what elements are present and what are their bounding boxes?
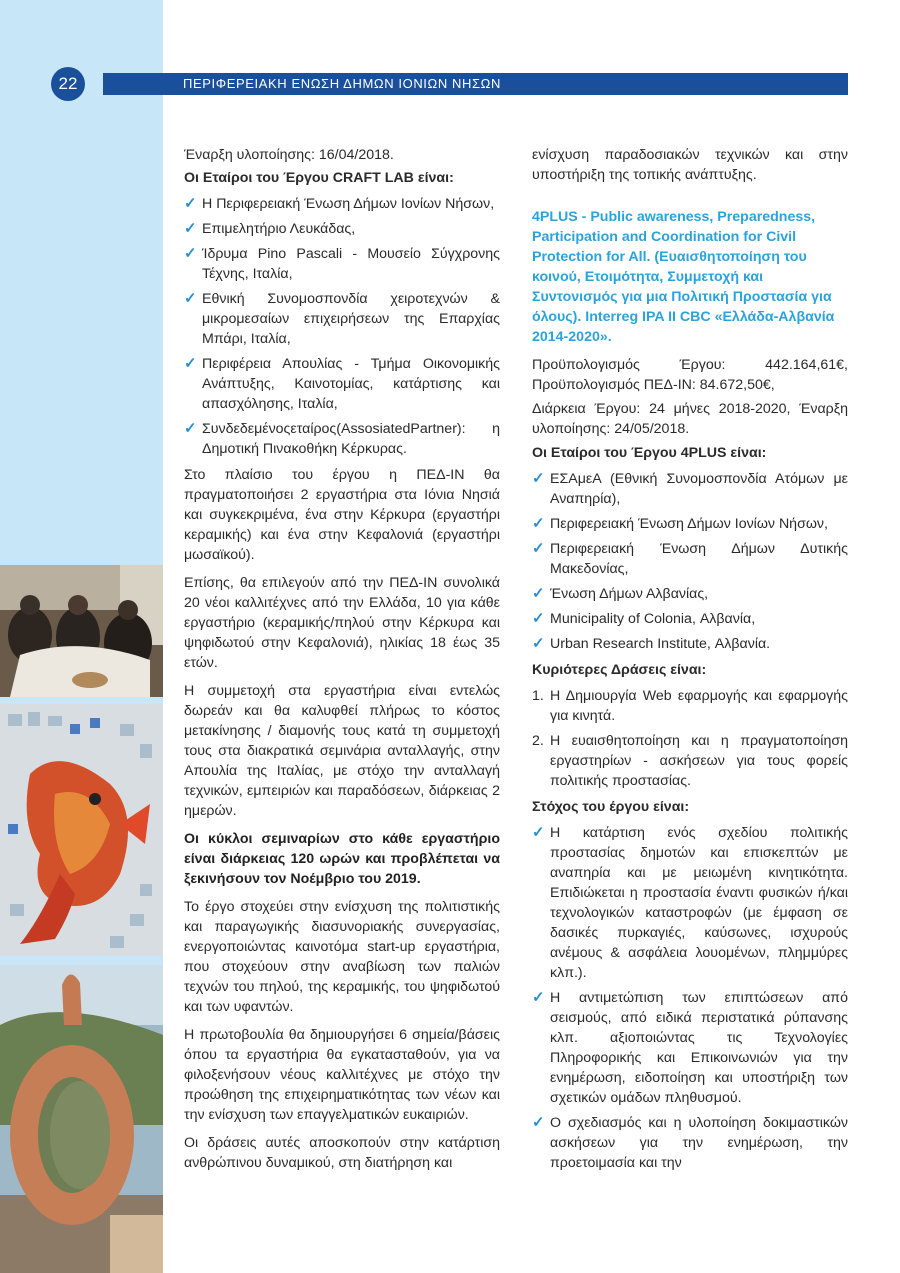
- list-item: 2. Η ευαισθητοποίηση και η πραγματοποίηση εργαστηρίων - ασκήσεων για τους φορείς πολιτικής προστασίας.: [532, 733, 848, 789]
- check-icon: ✓: [532, 515, 545, 532]
- list-item: ✓ Περιφέρεια Απουλίας - Τμήμα Οικονομικής Ανάπτυξης, Καινοτομίας, κατάρτισης και απασχόλησης, Ιταλία,: [184, 355, 500, 412]
- duration: Διάρκεια Έργου: 24 μήνες 2018-2020, Έναρξη υλοποίησης: 24/05/2018.: [532, 401, 848, 437]
- list-item: 1. Η Δημιουργία Web εφαρμογής και εφαρμογής για κινητά.: [532, 688, 848, 724]
- check-icon: ✓: [184, 245, 197, 262]
- actions-heading: Κυριότερες Δράσεις είναι:: [532, 662, 707, 678]
- list-item: ✓ Η αντιμετώπιση των επιπτώσεων από σεισμούς, από ειδικά περιστατικά ρύπανσης κλπ. αξιοποιώντας τις Τεχνολογίες Πληροφορικής και Επικοινωνιών για την ενημέρωση, ειδοποίηση και υποστήριξη των σχετικών ομάδων πληθυσμού.: [532, 989, 848, 1106]
- list-item: ✓ Municipality of Colonia, Αλβανία,: [532, 610, 756, 627]
- photo-mosaic-fish: [0, 704, 163, 956]
- paragraph: Η συμμετοχή στα εργαστήρια είναι εντελώς δωρεάν και θα καλυφθεί πλήρως το κόστος μετακίνησης / διαμονής τους κατά τη συμμετοχή τους στα διακρατικά σεμινάρια ανταλλαγής, στην Απουλία της Ιταλίας, με στόχο την ανταλλαγή τεχνικών, εμπειριών και παραδόσεων, διάρκειας 2 ημερών.: [184, 683, 500, 819]
- list-item: ✓ Ίδρυμα Pino Pascali - Μουσείο Σύγχρονης Τέχνης, Ιταλία,: [184, 245, 500, 282]
- list-item: ✓ Συνδεδεμένοςεταίρος(AssosiatedPartner): η Δημοτική Πινακοθήκη Κέρκυρας.: [184, 420, 500, 457]
- list-item: ✓ Εθνική Συνομοσπονδία χειροτεχνών & μικρομεσαίων επιχειρήσεων της Επαρχίας Μπάρι, Ιταλία,: [184, 290, 500, 347]
- craftlab-partners-list: [184, 194, 500, 459]
- paragraph: Το έργο στοχεύει στην ενίσχυση της πολιτιστικής και παραγωγικής διασυνοριακής συνεργασίας, ενεργοποιώντας καινοτόμα start-up εργαστήρια, που στοχεύουν στην αναβίωση των παλιών τεχνών του πηλού, της κεραμικής, του ψηφιδωτού και των υφαντών.: [184, 899, 500, 1015]
- list-item: ✓ Η Περιφερειακή Ένωση Δήμων Ιονίων Νήσων,: [184, 195, 495, 212]
- check-icon: ✓: [532, 1114, 545, 1131]
- photo-ceramic-ring: [0, 965, 163, 1273]
- list-item: ✓ ΕΣΑμεΑ (Εθνική Συνομοσπονδία Ατόμων με Αναπηρία),: [532, 470, 848, 507]
- list-item: ✓ Περιφερειακή Ένωση Δήμων Δυτικής Μακεδονίας,: [532, 540, 848, 577]
- paragraph: Η πρωτοβουλία θα δημιουργήσει 6 σημεία/βάσεις όπου τα εργαστήρια θα εγκατασταθούν, για να φιλοξενήσουν νέους καλλιτέχνες με στόχο την προώθηση της επιχειρηματικότητας των νέων και την ενίσχυση των επαγγελματικών ευκαιριών.: [184, 1027, 500, 1123]
- page-number: 22: [51, 67, 85, 101]
- list-item: ✓ Περιφερειακή Ένωση Δήμων Ιονίων Νήσων,: [532, 515, 828, 532]
- photo-women-weaving: [0, 565, 163, 697]
- list-item: ✓ Ο σχεδιασμός και η υλοποίηση δοκιμαστικών ασκήσεων για την ενημέρωση, την προετοιμασία και την: [532, 1114, 848, 1171]
- budget: Προϋπολογισμός Έργου: 442.164,61€, Προϋπολογισμός ΠΕΔ-ΙΝ: 84.672,50€,: [532, 357, 848, 393]
- list-item: ✓ Ένωση Δήμων Αλβανίας,: [532, 585, 709, 602]
- list-item: ✓ Επιμελητήριο Λευκάδας,: [184, 220, 356, 237]
- craftlab-partners-heading: Οι Εταίροι του Έργου CRAFT LAB είναι:: [184, 170, 454, 186]
- 4plus-partners-list: [532, 469, 848, 654]
- paragraph: Στο πλαίσιο του έργου η ΠΕΔ-ΙΝ θα πραγματοποιήσει 2 εργαστήρια στα Ιόνια Νησιά και συγκεκριμένα, ένα στην Κέρκυρα (εργαστήρι κεραμικής) και ένα στην Κεφαλονιά (εργαστήρι μωσαϊκού).: [184, 467, 500, 563]
- check-icon: ✓: [184, 195, 197, 212]
- start-date: Έναρξη υλοποίησης: 16/04/2018.: [184, 147, 394, 163]
- check-icon: ✓: [532, 585, 545, 602]
- check-icon: ✓: [532, 470, 545, 487]
- goals-list: [532, 823, 848, 1173]
- check-icon: ✓: [184, 355, 197, 372]
- check-icon: ✓: [532, 610, 545, 627]
- bold-paragraph: Οι κύκλοι σεμιναρίων στο κάθε εργαστήριο είναι διάρκειας 120 ωρών και προβλέπεται να ξεκινήσουν τον Νοέμβριο του 2019.: [184, 831, 500, 887]
- check-icon: ✓: [532, 635, 545, 652]
- left-column: [184, 145, 500, 1181]
- actions-list: [532, 686, 848, 791]
- goals-heading: Στόχος του έργου είναι:: [532, 799, 690, 815]
- paragraph: Οι δράσεις αυτές αποσκοπούν στην κατάρτιση ανθρώπινου δυναμικού, στη διατήρηση και: [184, 1135, 500, 1171]
- check-icon: ✓: [532, 824, 545, 841]
- paragraph: Επίσης, θα επιλεγούν από την ΠΕΔ-ΙΝ συνολικά 20 νέοι καλλιτέχνες από την Ελλάδα, 10 για κάθε εργαστήριο (κεραμικής/πηλού στην Κέρκυρα και ψηφιδωτού στην Κεφαλονιά), ηλικίας 18 έως 35 ετών.: [184, 575, 500, 671]
- check-icon: ✓: [532, 989, 545, 1006]
- project-title-4plus: 4PLUS - Public awareness, Preparedness, Participation and Coordination for Civil Protection for All. (Ευαισθητοποίηση του κοινού, Ετοιμότητα, Συμμετοχή και Συντονισμός για μια Πολιτική Προστασία για όλους). Interreg IPA II CBC «Ελλάδα-Αλβανία 2014-2020».: [532, 209, 835, 345]
- paragraph: ενίσχυση παραδοσιακών τεχνικών και στην υποστήριξη της τοπικής ανάπτυξης.: [532, 147, 848, 183]
- check-icon: ✓: [184, 420, 197, 437]
- check-icon: ✓: [184, 290, 197, 307]
- 4plus-partners-heading: Οι Εταίροι του Έργου 4PLUS είναι:: [532, 445, 767, 461]
- list-item: ✓ Urban Research Institute, Αλβανία.: [532, 635, 771, 652]
- running-header: ΠΕΡΙΦΕΡΕΙΑΚΗ ΕΝΩΣΗ ΔΗΜΩΝ ΙΟΝΙΩΝ ΝΗΣΩΝ: [103, 73, 848, 95]
- check-icon: ✓: [532, 540, 545, 557]
- check-icon: ✓: [184, 220, 197, 237]
- list-item: ✓ Η κατάρτιση ενός σχεδίου πολιτικής προστασίας δημοτών και επισκεπτών με αναπηρία και με μειωμένη κινητικότητα. Επιδιώκεται η προστασία έναντι φυσικών ή/και τεχνολογικών καταστροφών (με έμφαση σε δασικές πυρκαγιές, καύσωνες, ισχυρούς ανέμους & ασφάλεια λουομένων, πλημμύρες κλπ.).: [532, 824, 848, 981]
- right-column: [532, 145, 848, 1179]
